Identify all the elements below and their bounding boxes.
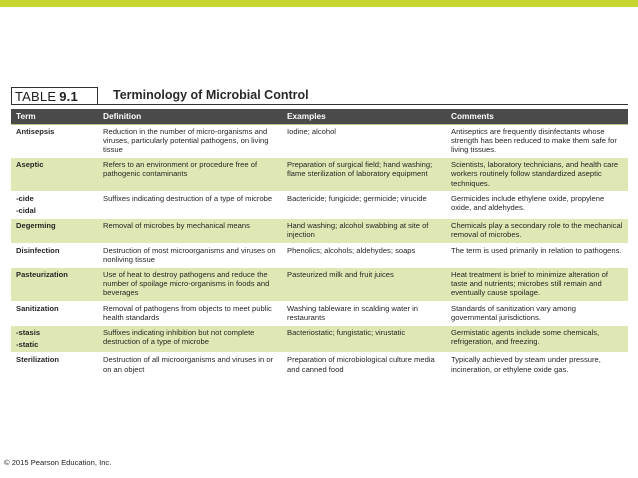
terminology-table [11,87,628,378]
comments-cell: Germicides include ethylene oxide, propylene oxide, and aldehydes. [446,191,628,218]
table-row [11,191,628,218]
term-cell [11,191,98,218]
term-cell [11,325,98,352]
comments-cell: The term is used primarily in relation to pathogens. [446,243,628,267]
examples-cell: Hand washing; alcohol swabbing at site of injection [282,219,446,243]
term-text: Pasteurization [16,269,68,279]
table-tag-label: TABLE [15,89,57,104]
examples-cell: Iodine; alcohol [282,124,446,158]
definition-cell: Suffixes indicating destruction of a type of microbe [98,191,282,218]
term-text: -cidal [16,205,36,215]
term-text: -cide [16,193,34,203]
table-row [11,325,628,352]
term-cell [11,353,98,377]
term-cell [11,267,98,301]
term-cell [11,124,98,158]
comments-cell: Typically achieved by steam under pressure, incineration, or ethylene oxide gas. [446,353,628,377]
term-cell [11,301,98,325]
definition-cell: Refers to an environment or procedure free of pathogenic contaminants [98,158,282,192]
table-title: Terminology of Microbial Control [113,88,309,102]
comments-cell: Antiseptics are frequently disinfectants whose strength has been reduced to make them safe for living tissues. [446,124,628,158]
comments-cell: Scientists, laboratory technicians, and health care workers routinely follow standardized aseptic techniques. [446,158,628,192]
term-text: Aseptic [16,160,44,170]
comments-cell: Heat treatment is brief to minimize alteration of taste and nutrients; microbes still remain and eventually cause spoilage. [446,267,628,301]
examples-cell: Bacteriostatic; fungistatic; virustatic [282,325,446,352]
copyright-notice: © 2015 Pearson Education, Inc. [4,458,112,467]
definition-cell: Use of heat to destroy pathogens and reduce the number of spoilage micro-organisms in foods and beverages [98,267,282,301]
header-term: Term [16,111,36,122]
title-rule [97,104,628,105]
comments-cell: Standards of sanitization vary among governmental jurisdictions. [446,301,628,325]
table-row [11,301,628,325]
term-cell [11,158,98,192]
header-definition: Definition [103,111,142,122]
term-text: Sterilization [16,355,60,365]
table-title-row [11,87,628,109]
data-table [11,109,628,378]
term-text: Antisepsis [16,126,55,136]
top-accent-bar [0,0,638,7]
definition-cell: Removal of microbes by mechanical means [98,219,282,243]
term-text: Disinfection [16,245,60,255]
term-cell [11,243,98,267]
table-row [11,158,628,192]
header-examples: Examples [287,111,326,122]
examples-cell: Washing tableware in scalding water in restaurants [282,301,446,325]
term-text: -stasis [16,327,41,337]
table-row [11,243,628,267]
examples-cell: Preparation of surgical field; hand washing; flame sterilization of laboratory equipment [282,158,446,192]
table-body [11,124,628,377]
table-row [11,124,628,158]
examples-cell: Preparation of microbiological culture media and canned food [282,353,446,377]
comments-cell: Chemicals play a secondary role to the mechanical removal of microbes. [446,219,628,243]
definition-cell: Reduction in the number of micro-organisms and viruses, particularly potential pathogens, on living tissue [98,124,282,158]
header-comments: Comments [451,111,494,122]
examples-cell: Pasteurized milk and fruit juices [282,267,446,301]
term-text: Degerming [16,221,56,231]
term-cell [11,219,98,243]
definition-cell: Destruction of all microorganisms and viruses in or on an object [98,353,282,377]
table-row [11,267,628,301]
table-tag-number: 9.1 [59,89,78,104]
examples-cell: Bactericide; fungicide; germicide; virucide [282,191,446,218]
definition-cell: Suffixes indicating inhibition but not complete destruction of a type of microbe [98,325,282,352]
term-text: Sanitization [16,303,59,313]
table-row [11,353,628,377]
definition-cell: Destruction of most microorganisms and viruses on nonliving tissue [98,243,282,267]
definition-cell: Removal of pathogens from objects to meet public health standards [98,301,282,325]
table-row [11,219,628,243]
header-row [11,109,628,124]
comments-cell: Germistatic agents include some chemicals, refrigeration, and freezing. [446,325,628,352]
table-number-tag [11,87,98,105]
examples-cell: Phenolics; alcohols; aldehydes; soaps [282,243,446,267]
term-text: -static [16,340,39,350]
